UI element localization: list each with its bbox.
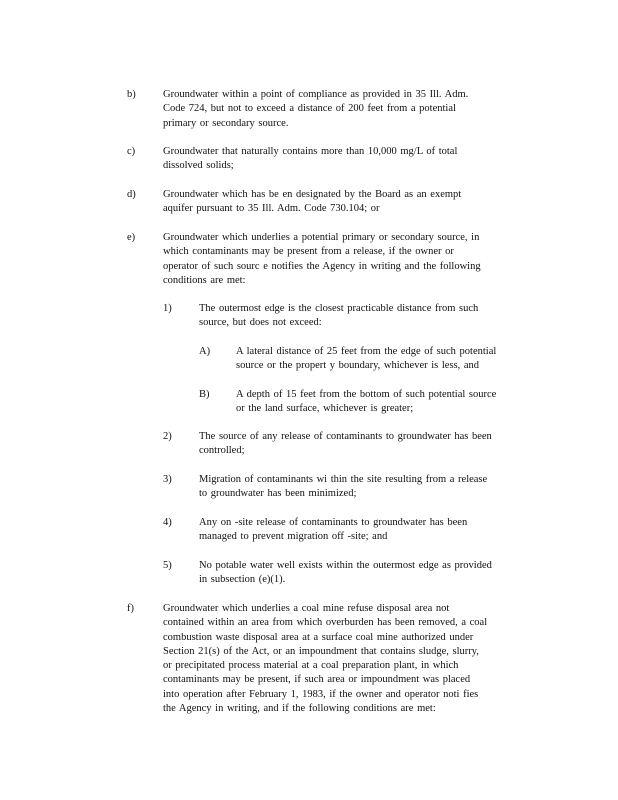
- item-label: 1): [163, 303, 172, 314]
- text-line: Groundwater within a point of compliance as provided in 35 Ill. Adm.: [163, 89, 469, 100]
- text-line: into operation after February 1, 1983, if the owner and operator noti fies: [163, 688, 479, 700]
- item-label: b): [127, 89, 136, 100]
- text-line: contained within an area from which overburden has been removed, a coal: [163, 617, 488, 629]
- text-line: Groundwater that naturally contains more than 10,000 mg/L of total: [163, 146, 458, 157]
- text-line: or precipitated process material at a coal preparation plant, in which: [163, 660, 459, 672]
- item-label: 5): [163, 560, 172, 571]
- text-line: controlled;: [199, 445, 245, 457]
- item-label: B): [199, 389, 210, 400]
- text-line: Groundwater which underlies a coal mine refuse disposal area not: [163, 603, 450, 614]
- text-line: source, but does not exceed:: [199, 317, 322, 329]
- item-text: [199, 430, 492, 459]
- item-label: f): [127, 603, 134, 614]
- text-line: Any on -site release of contaminants to groundwater has been: [199, 517, 468, 528]
- item-text: [163, 88, 468, 131]
- item-text: [163, 231, 481, 288]
- text-line: combustion waste disposal area at a surface coal mine authorized under: [163, 631, 474, 643]
- item-text: [199, 559, 492, 588]
- item-label: c): [127, 146, 136, 157]
- text-line: dissolved solids;: [163, 160, 234, 172]
- item-label: 2): [163, 431, 172, 442]
- text-line: Groundwater which has be en designated by the Board as an exempt: [163, 189, 462, 200]
- item-label: e): [127, 232, 136, 243]
- item-text: [236, 345, 496, 374]
- item-text: [163, 145, 457, 174]
- item-text: [236, 388, 496, 417]
- item-text: [199, 516, 467, 545]
- text-line: Groundwater which underlies a potential primary or secondary source, in: [163, 232, 480, 243]
- text-line: aquifer pursuant to 35 Ill. Adm. Code 730.104; or: [163, 203, 380, 215]
- text-line: The source of any release of contaminants to groundwater has been: [199, 431, 492, 442]
- text-line: A lateral distance of 25 feet from the edge of such potential: [236, 346, 497, 357]
- item-text: [199, 473, 487, 502]
- text-line: Migration of contaminants wi thin the site resulting from a release: [199, 474, 488, 485]
- text-line: conditions are met:: [163, 274, 246, 286]
- text-line: A depth of 15 feet from the bottom of such potential source: [236, 389, 497, 400]
- item-text: [199, 302, 478, 331]
- text-line: or the land surface, whichever is greater;: [236, 403, 414, 415]
- text-line: source or the propert y boundary, whichever is less, and: [236, 360, 480, 372]
- text-line: No potable water well exists within the outermost edge as provided: [199, 560, 492, 571]
- item-label: 3): [163, 474, 172, 485]
- text-line: contaminants may be present, if such area or impoundment was placed: [163, 674, 471, 686]
- text-line: which contaminants may be present from a release, if the owner or: [163, 246, 454, 258]
- text-line: the Agency in writing, and if the following conditions are met:: [163, 703, 436, 715]
- text-line: to groundwater has been minimized;: [199, 488, 357, 500]
- text-line: Section 21(s) of the Act, or an impoundment that contains sludge, slurry,: [163, 645, 479, 657]
- item-text: [163, 602, 487, 716]
- text-line: primary or secondary source.: [163, 117, 289, 129]
- text-line: operator of such sourc e notifies the Agency in writing and the following: [163, 260, 481, 272]
- text-line: The outermost edge is the closest practicable distance from such: [199, 303, 479, 314]
- item-label: d): [127, 189, 136, 200]
- text-line: managed to prevent migration off -site; and: [199, 531, 388, 543]
- item-label: A): [199, 346, 211, 357]
- item-label: 4): [163, 517, 172, 528]
- text-line: in subsection (e)(1).: [199, 574, 286, 586]
- item-text: [163, 188, 461, 217]
- text-line: Code 724, but not to exceed a distance of 200 feet from a potential: [163, 103, 456, 115]
